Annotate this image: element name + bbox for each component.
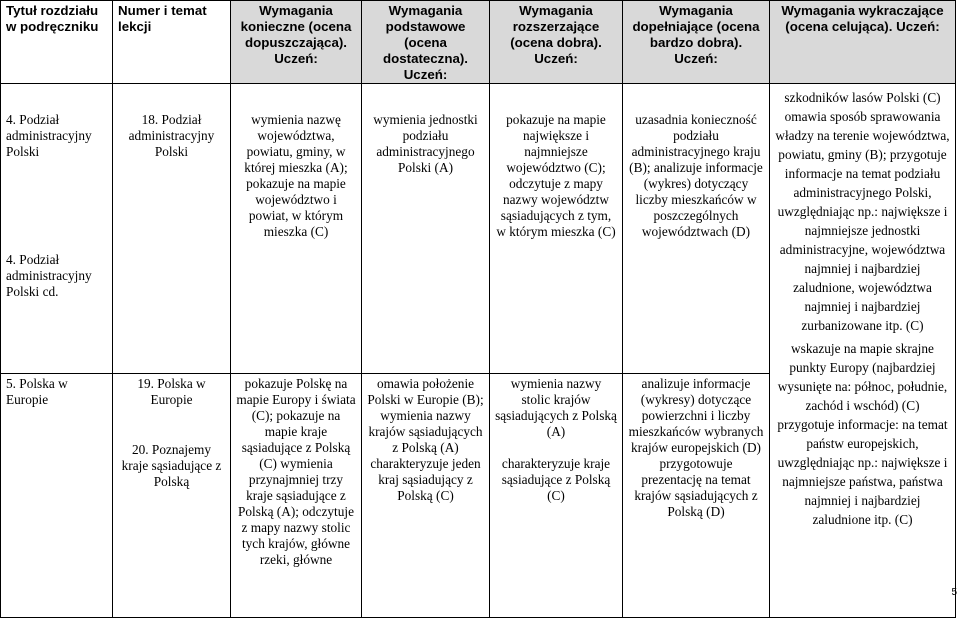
header-basic: Wymagania podstawowe (ocena dostateczna). Uczeń: (362, 1, 490, 84)
requirement-text: pokazuje Polskę na mapie Europy i świata (C); pokazuje na mapie kraje sąsiadujące z Polską (C) wymienia przynajmniej trzy kraje sąsiadujące z Polską (A); odczytuje z mapy nazwy stolic tych krajów, główne rzeki, główne (236, 376, 356, 567)
extended-cell (490, 84, 623, 374)
requirement-text: pokazuje na mapie największe i najmniejsze województwo (C); odczytuje z mapy nazwy województw sąsiadujących z tym, w którym mieszka (C) (496, 112, 616, 239)
requirement-text: przygotowuje prezentację na temat krajów sąsiadujących z Polską (D) (634, 456, 758, 519)
page-number: 5 (951, 587, 957, 598)
lesson-title: 18. Podział administracyjny Polski (128, 112, 215, 159)
header-necessary: Wymagania konieczne (ocena dopuszczająca). Uczeń: (231, 1, 362, 84)
beyond-cell (770, 84, 956, 618)
requirement-text: wymienia jednostki podziału administracyjnego Polski (A) (373, 112, 478, 175)
requirement-text: omawia położenie Polski w Europie (B); wymienia nazwy krajów sąsiadujących z Polską (A) (367, 376, 484, 455)
complementary-cell (623, 84, 770, 374)
header-chapter: Tytuł rozdziału w podręczniku (1, 1, 113, 84)
lesson-cell (113, 374, 231, 618)
necessary-cell (231, 374, 362, 618)
requirement-text: charakteryzuje kraje sąsiadujące z Polską (C) (501, 456, 611, 503)
lesson-cell (113, 84, 231, 374)
header-complementary: Wymagania dopełniające (ocena bardzo dobra). Uczeń: (623, 1, 770, 84)
chapter-cell (1, 374, 113, 618)
basic-cell (362, 84, 490, 374)
requirement-text: uzasadnia konieczność podziału administracyjnego kraju (B); analizuje informacje (wykres) dotyczący liczby mieszkańców w poszczególnych województwach (D) (629, 112, 763, 239)
requirement-text: analizuje informacje (wykresy) dotyczące powierzchni i liczby mieszkańców wybranych krajów europejskich (D) (628, 376, 764, 455)
requirement-text: wymienia nazwę województwa, powiatu, gminy, w której mieszka (A); pokazuje na mapie województwo i powiat, w którym mieszka (C) (244, 112, 348, 239)
header-row (1, 1, 956, 84)
requirement-text: wskazuje na mapie skrajne punkty Europy (najbardziej wysunięte na: północ, południe, zachód i wschód) (C) (777, 341, 948, 413)
chapter-cell (1, 84, 113, 374)
necessary-cell (231, 84, 362, 374)
chapter-title: 4. Podział administracyjny Polski cd. (6, 252, 92, 299)
chapter-title: 5. Polska w Europie (6, 376, 68, 407)
requirement-text: szkodników lasów Polski (C) omawia sposób sprawowania władzy na terenie województwa, powiatu, gminy (B); przygotuje informacje na temat podziału administracyjnego Polski, uwzględniając np.: największe i najmniejsze jednostki administracyjne, województwa najmniej i najbardziej zaludnione, województwa najmniej i najbardziej zurbanizowane itp. (C) (775, 90, 950, 333)
basic-cell (362, 374, 490, 618)
complementary-cell (623, 374, 770, 618)
lesson-title: 19. Polska w Europie (137, 376, 206, 407)
lesson-title: 20. Poznajemy kraje sąsiadujące z Polską (121, 442, 222, 489)
requirement-text: przygotuje informacje: na temat państw europejskich, uwzględniając np.: największe i najmniejsze państwa, państwa najmniej i najbardziej zaludnione itp. (C) (777, 417, 948, 527)
header-beyond: Wymagania wykraczające (ocena celująca). Uczeń: (770, 1, 956, 84)
extended-cell (490, 374, 623, 618)
header-lesson: Numer i temat lekcji (113, 1, 231, 84)
requirement-text: wymienia nazwy stolic krajów sąsiadujących z Polską (A) (495, 376, 617, 439)
header-extended: Wymagania rozszerzające (ocena dobra). Uczeń: (490, 1, 623, 84)
table-row (1, 84, 956, 374)
chapter-title: 4. Podział administracyjny Polski (6, 112, 92, 159)
requirement-text: charakteryzuje jeden kraj sąsiadujący z Polską (C) (370, 456, 481, 503)
